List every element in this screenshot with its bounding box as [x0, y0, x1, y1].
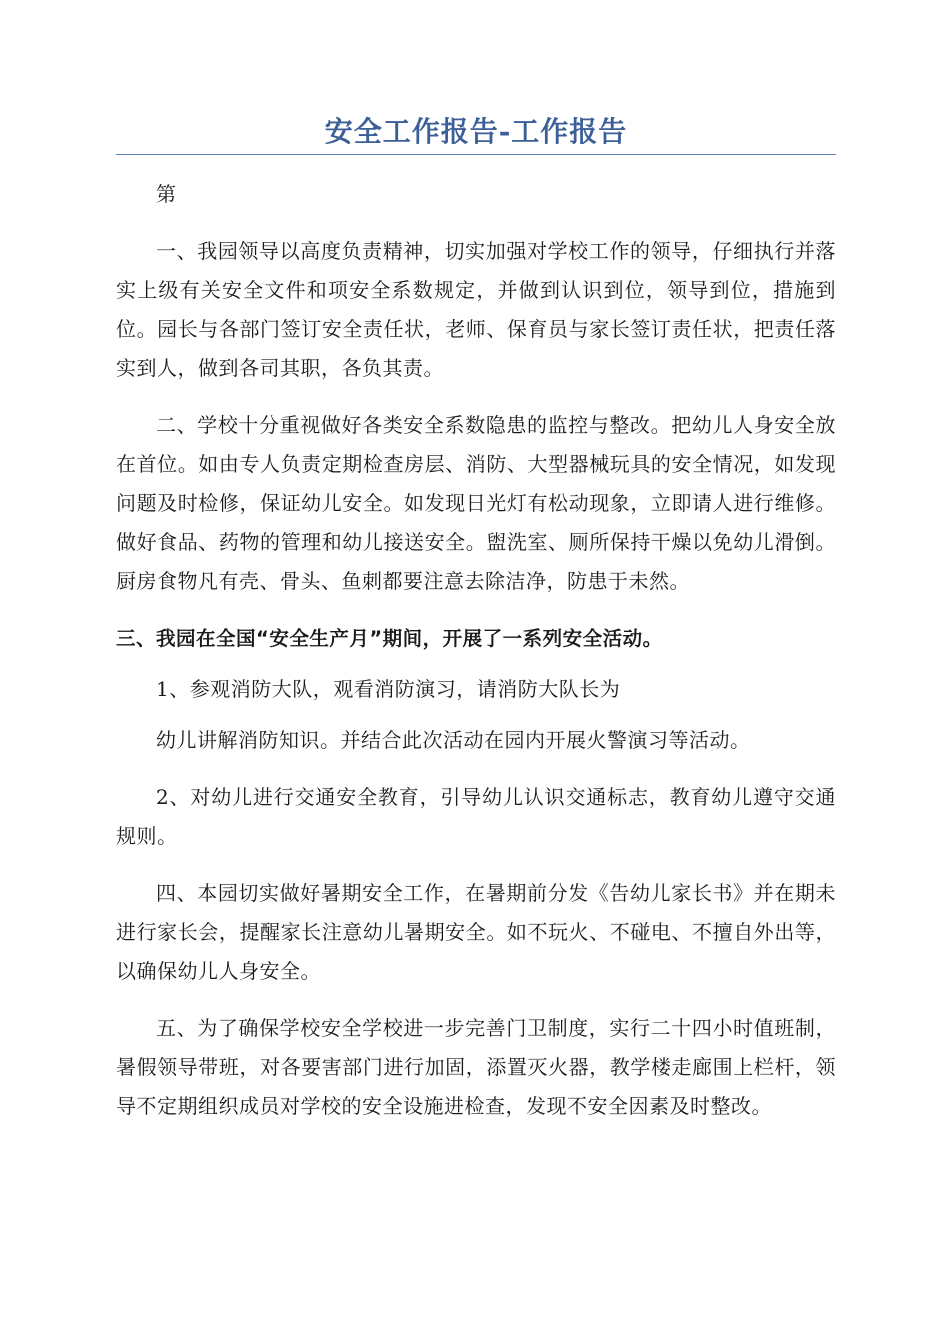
paragraph-intro: 第	[156, 182, 177, 206]
paragraph-section-1: 一、我园领导以高度负责精神，切实加强对学校工作的领导，仔细执行并落实上级有关安全文件和项安全系数规定，并做到认识到位，领导到位，措施到位。园长与各部门签订安全责任状，老师、保育员与家长签订责任状，把责任落实到人，做到各司其职，各负其责。	[116, 239, 836, 380]
paragraph-activity-1-continued: 幼儿讲解消防知识。并结合此次活动在园内开展火警演习等活动。	[156, 728, 751, 752]
document-page	[116, 110, 836, 1144]
paragraph-section-5: 五、为了确保学校安全学校进一步完善门卫制度，实行二十四小时值班制，暑假领导带班，对各要害部门进行加固，添置灭火器，教学楼走廊围上栏杆，领导不定期组织成员对学校的安全设施进检查，发现不安全因素及时整改。	[116, 1016, 836, 1118]
paragraph-activity-2: 2、对幼儿进行交通安全教育，引导幼儿认识交通标志，教育幼儿遵守交通规则。	[116, 785, 836, 848]
title-underline	[116, 154, 836, 155]
paragraph-section-2: 二、学校十分重视做好各类安全系数隐患的监控与整改。把幼儿人身安全放在首位。如由专人负责定期检查房层、消防、大型器械玩具的安全情况，如发现问题及时检修，保证幼儿安全。如发现日光灯有松动现象，立即请人进行维修。做好食品、药物的管理和幼儿接送安全。盥洗室、厕所保持干燥以免幼儿滑倒。厨房食物凡有壳、骨头、鱼刺都要注意去除洁净，防患于未然。	[116, 413, 836, 593]
paragraph-activity-1: 1、参观消防大队，观看消防演习，请消防大队长为	[156, 677, 621, 701]
paragraph-section-4: 四、本园切实做好暑期安全工作，在暑期前分发《告幼儿家长书》并在期未进行家长会，提醒家长注意幼儿暑期安全。如不玩火、不碰电、不擅自外出等，以确保幼儿人身安全。	[116, 881, 836, 983]
document-title: 安全工作报告-工作报告	[324, 115, 628, 148]
paragraph-section-3-heading: 三、我园在全国“安全生产月”期间，开展了一系列安全活动。	[116, 627, 663, 650]
